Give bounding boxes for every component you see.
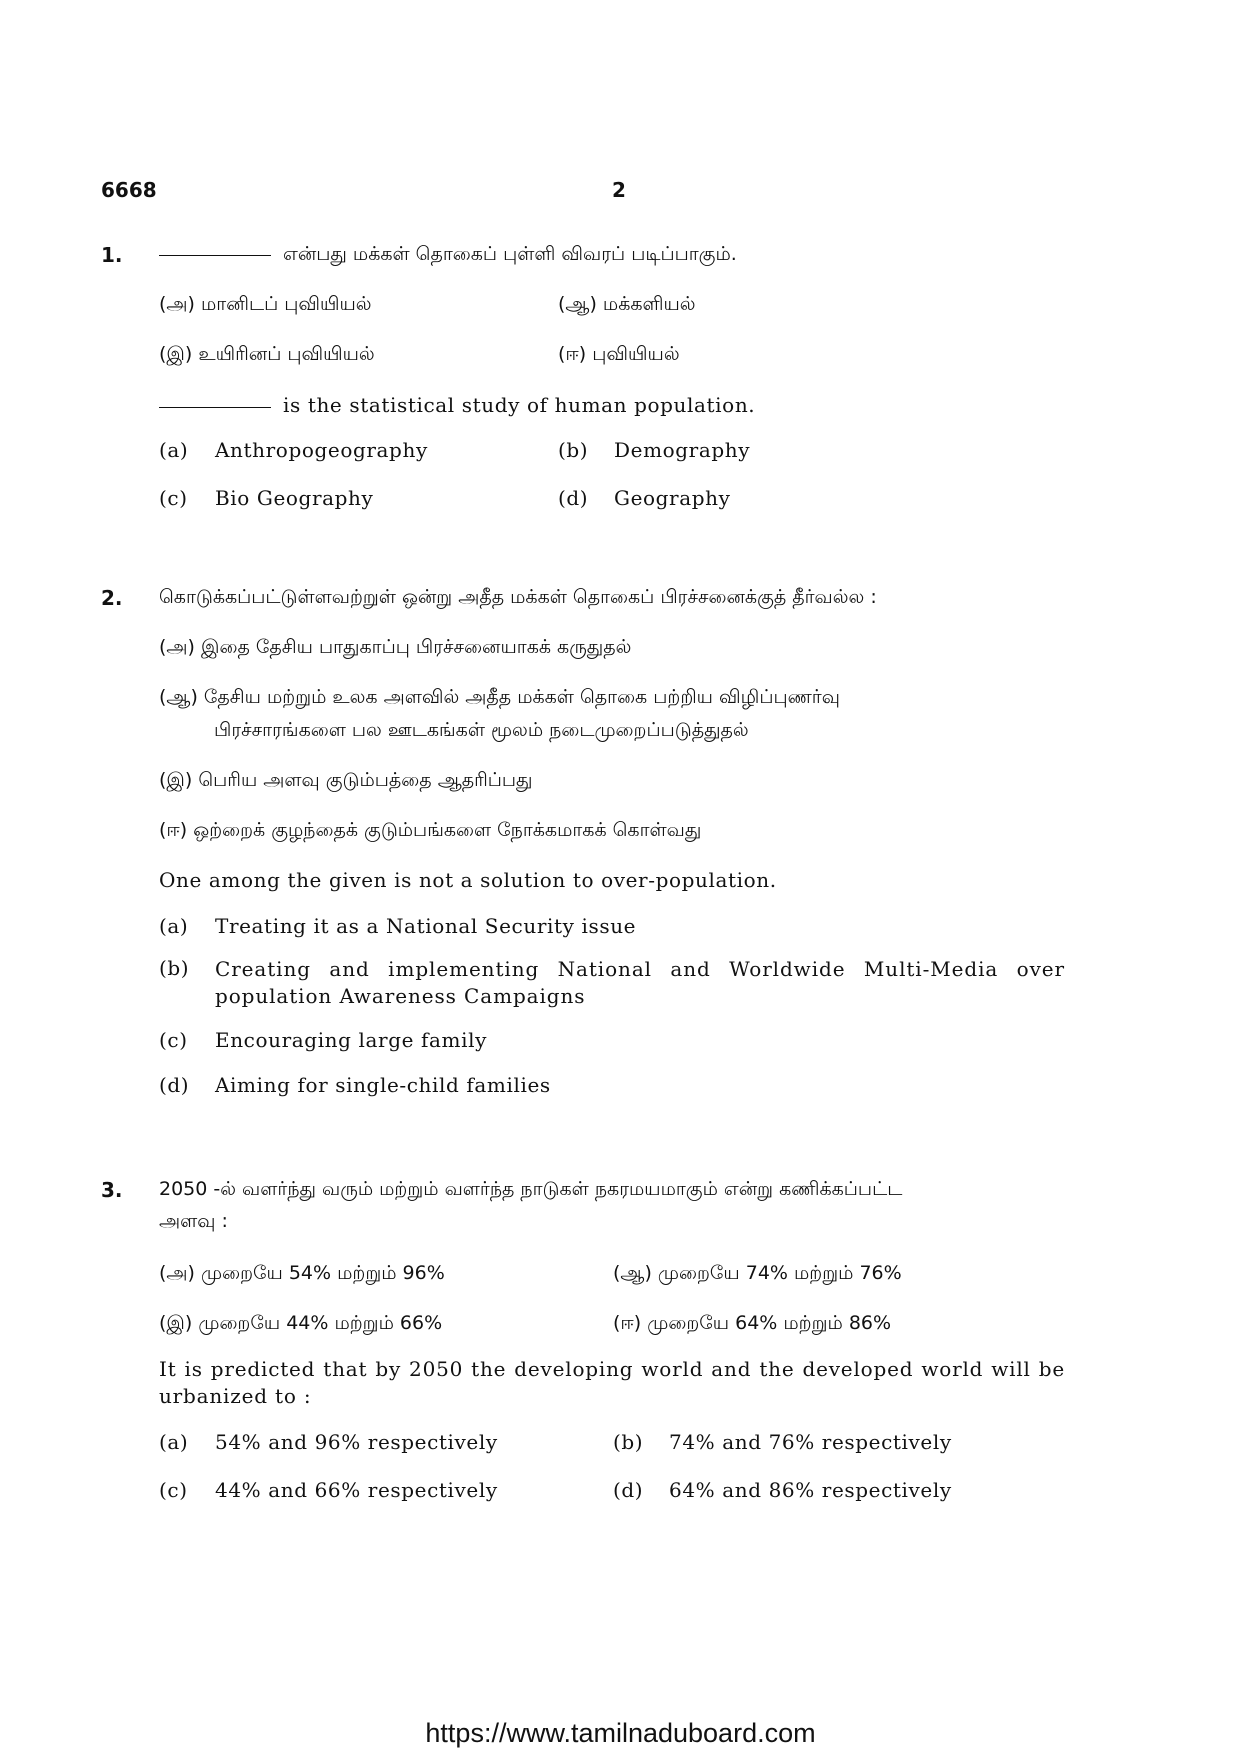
tamil-option-d: (ஈ) முறையே 64% மற்றும் 86% xyxy=(613,1312,892,1334)
tamil-option-b-continued: பிரச்சாரங்களை பல ஊடகங்கள் மூலம் நடைமுறைப்படுத்துதல் xyxy=(214,719,749,741)
tamil-option-d: (ஈ) புவியியல் xyxy=(558,343,680,365)
tamil-question-continued: அளவு : xyxy=(159,1210,228,1232)
english-option-d: (d) Aiming for single-child families xyxy=(159,1073,551,1097)
tamil-option-d: (ஈ) ஒற்றைக் குழந்தைக் குடும்பங்களை நோக்கமாகக் கொள்வது xyxy=(159,819,702,841)
tamil-option-c: (இ) பெரிய அளவு குடும்பத்தை ஆதரிப்பது xyxy=(159,769,533,791)
tamil-option-b: (ஆ) மக்களியல் xyxy=(558,293,696,315)
tamil-option-a: (அ) முறையே 54% மற்றும் 96% xyxy=(159,1262,445,1284)
tamil-option-b: (ஆ) தேசிய மற்றும் உலக அளவில் அதீத மக்கள் தொகை பற்றிய விழிப்புணர்வு xyxy=(159,686,840,708)
english-option-c: (c) Bio Geography xyxy=(159,486,374,510)
question-number: 2. xyxy=(101,586,123,610)
english-option-b: (b) Creating and implementing National and Worldwide Multi-Media over population Awareness Campaigns xyxy=(159,956,1065,1008)
english-option-a: (a) Anthropogeography xyxy=(159,438,428,462)
answer-blank xyxy=(159,255,271,256)
english-question: is the statistical study of human population. xyxy=(159,393,755,417)
answer-blank xyxy=(159,407,271,408)
tamil-question: என்பது மக்கள் தொகைப் புள்ளி விவரப் படிப்பாகும். xyxy=(159,243,737,268)
tamil-option-a: (அ) இதை தேசிய பாதுகாப்பு பிரச்சனையாகக் கருதுதல் xyxy=(159,636,632,658)
question-number: 3. xyxy=(101,1178,123,1202)
english-question: One among the given is not a solution to over-population. xyxy=(159,868,777,892)
tamil-option-c: (இ) முறையே 44% மற்றும் 66% xyxy=(159,1312,443,1334)
english-option-d: (d) 64% and 86% respectively xyxy=(613,1478,952,1502)
paper-code: 6668 xyxy=(101,178,157,202)
english-option-b: (b) Demography xyxy=(558,438,751,462)
tamil-question: கொடுக்கப்பட்டுள்ளவற்றுள் ஒன்று அதீத மக்கள் தொகைப் பிரச்சனைக்குத் தீர்வல்ல : xyxy=(159,586,877,608)
english-option-a: (a) 54% and 96% respectively xyxy=(159,1430,498,1454)
english-option-d: (d) Geography xyxy=(558,486,731,510)
english-option-b: (b) 74% and 76% respectively xyxy=(613,1430,952,1454)
english-option-c: (c) Encouraging large family xyxy=(159,1028,487,1052)
question-number: 1. xyxy=(101,243,123,267)
tamil-option-c: (இ) உயிரினப் புவியியல் xyxy=(159,343,375,365)
tamil-question: 2050 -ல் வளர்ந்து வரும் மற்றும் வளர்ந்த நாடுகள் நகரமயமாகும் என்று கணிக்கப்பட்ட xyxy=(159,1178,903,1200)
english-question: It is predicted that by 2050 the developing world and the developed world will be urbanized to : xyxy=(159,1357,1065,1408)
tamil-option-b: (ஆ) முறையே 74% மற்றும் 76% xyxy=(613,1262,902,1284)
english-option-c: (c) 44% and 66% respectively xyxy=(159,1478,498,1502)
footer-url: https://www.tamilnaduboard.com xyxy=(425,1718,816,1748)
english-option-a: (a) Treating it as a National Security issue xyxy=(159,914,637,938)
tamil-option-a: (அ) மானிடப் புவியியல் xyxy=(159,293,372,315)
page-number: 2 xyxy=(612,178,626,202)
